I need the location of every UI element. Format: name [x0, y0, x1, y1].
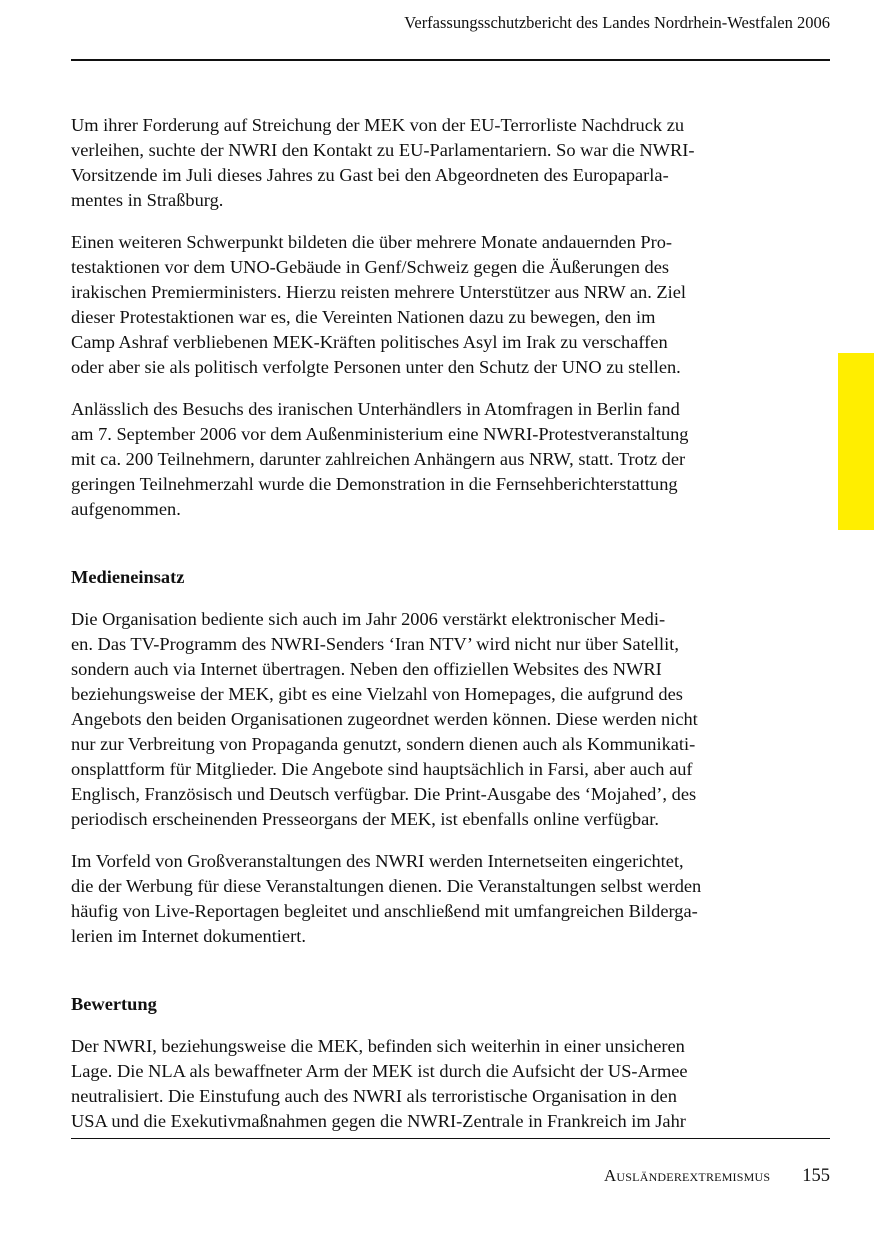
text-line: onsplattform für Mitglieder. Die Angebote sind hauptsächlich in Farsi, aber auch auf — [71, 759, 693, 779]
text-line: dieser Protestaktionen war es, die Vereinten Nationen dazu zu bewegen, den im — [71, 307, 656, 327]
text-line: irakischen Premierministers. Hierzu reisten mehrere Unterstützer aus NRW an. Ziel — [71, 282, 687, 302]
header-rule — [71, 59, 830, 61]
text-line: neutralisiert. Die Einstufung auch des NWRI als terroristische Organisation in den — [71, 1086, 677, 1106]
text-line: aufgenommen. — [71, 499, 181, 519]
text-line: Einen weiteren Schwerpunkt bildeten die über mehrere Monate andauernden Pro- — [71, 232, 673, 252]
text-line: Camp Ashraf verbliebenen MEK-Kräften politisches Asyl im Irak zu verschaffen — [71, 332, 668, 352]
section-heading-medieneinsatz: Medieneinsatz — [71, 567, 185, 587]
footer-section-title: Ausländerextremismus — [603, 1166, 771, 1185]
paragraph-berlin-protest — [71, 397, 791, 522]
text-line: testaktionen vor dem UNO-Gebäude in Genf/Schweiz gegen die Äußerungen des — [71, 257, 670, 277]
text-line: periodisch erscheinenden Presseorgans der MEK, ist ebenfalls online verfügbar. — [71, 809, 659, 829]
footer-rule — [71, 1138, 830, 1139]
text-line: Englisch, Französisch und Deutsch verfügbar. Die Print-Ausgabe des ‘Mojahed’, des — [71, 784, 697, 804]
paragraph-assessment — [71, 1034, 791, 1134]
text-line: Im Vorfeld von Großveranstaltungen des NWRI werden Internetseiten eingerichtet, — [71, 851, 684, 871]
text-line: Angebots den beiden Organisationen zugeordnet werden können. Diese werden nicht — [71, 709, 698, 729]
text-line: oder aber sie als politisch verfolgte Personen unter den Schutz der UNO zu stellen. — [71, 357, 681, 377]
text-line: die der Werbung für diese Veranstaltungen dienen. Die Veranstaltungen selbst werden — [71, 876, 702, 896]
text-line: lerien im Internet dokumentiert. — [71, 926, 306, 946]
text-line: Anlässlich des Besuchs des iranischen Unterhändlers in Atomfragen in Berlin fand — [71, 399, 680, 419]
paragraph-event-websites — [71, 849, 791, 949]
paragraph-geneva-protests — [71, 230, 791, 380]
page-footer — [604, 1166, 830, 1187]
text-line: en. Das TV-Programm des NWRI-Senders ‘Iran NTV’ wird nicht nur über Satellit, — [71, 634, 679, 654]
text-line: verleihen, suchte der NWRI den Kontakt zu EU-Parlamentariern. So war die NWRI- — [71, 140, 695, 160]
paragraph-electronic-media — [71, 607, 791, 832]
text-line: am 7. September 2006 vor dem Außenministerium eine NWRI-Protestveranstaltung — [71, 424, 689, 444]
text-line: beziehungsweise der MEK, gibt es eine Vielzahl von Homepages, die aufgrund des — [71, 684, 683, 704]
text-line: Die Organisation bediente sich auch im Jahr 2006 verstärkt elektronischer Medi- — [71, 609, 666, 629]
section-heading-bewertung: Bewertung — [71, 994, 157, 1014]
text-line: Um ihrer Forderung auf Streichung der MEK von der EU-Terrorliste Nachdruck zu — [71, 115, 685, 135]
page-number: 155 — [802, 1166, 830, 1186]
chapter-thumb-tab — [838, 353, 874, 530]
page-body — [71, 113, 791, 1151]
text-line: mentes in Straßburg. — [71, 190, 224, 210]
text-line: Vorsitzende im Juli dieses Jahres zu Gast bei den Abgeordneten des Europaparla- — [71, 165, 669, 185]
text-line: Der NWRI, beziehungsweise die MEK, befinden sich weiterhin in einer unsicheren — [71, 1036, 685, 1056]
text-line: häufig von Live-Reportagen begleitet und anschließend mit umfangreichen Bilderga- — [71, 901, 698, 921]
text-line: nur zur Verbreitung von Propaganda genutzt, sondern dienen auch als Kommunikati- — [71, 734, 696, 754]
text-line: sondern auch via Internet übertragen. Neben den offiziellen Websites des NWRI — [71, 659, 662, 679]
text-line: mit ca. 200 Teilnehmern, darunter zahlreichen Anhängern aus NRW, statt. Trotz der — [71, 449, 686, 469]
text-line: geringen Teilnehmerzahl wurde die Demonstration in die Fernsehberichterstattung — [71, 474, 678, 494]
paragraph-eu-parliament — [71, 113, 791, 213]
text-line: Lage. Die NLA als bewaffneter Arm der MEK ist durch die Aufsicht der US-Armee — [71, 1061, 688, 1081]
text-line: USA und die Exekutivmaßnahmen gegen die NWRI-Zentrale in Frankreich im Jahr — [71, 1111, 686, 1131]
running-header: Verfassungsschutzbericht des Landes Nordrhein-Westfalen 2006 — [404, 13, 830, 32]
